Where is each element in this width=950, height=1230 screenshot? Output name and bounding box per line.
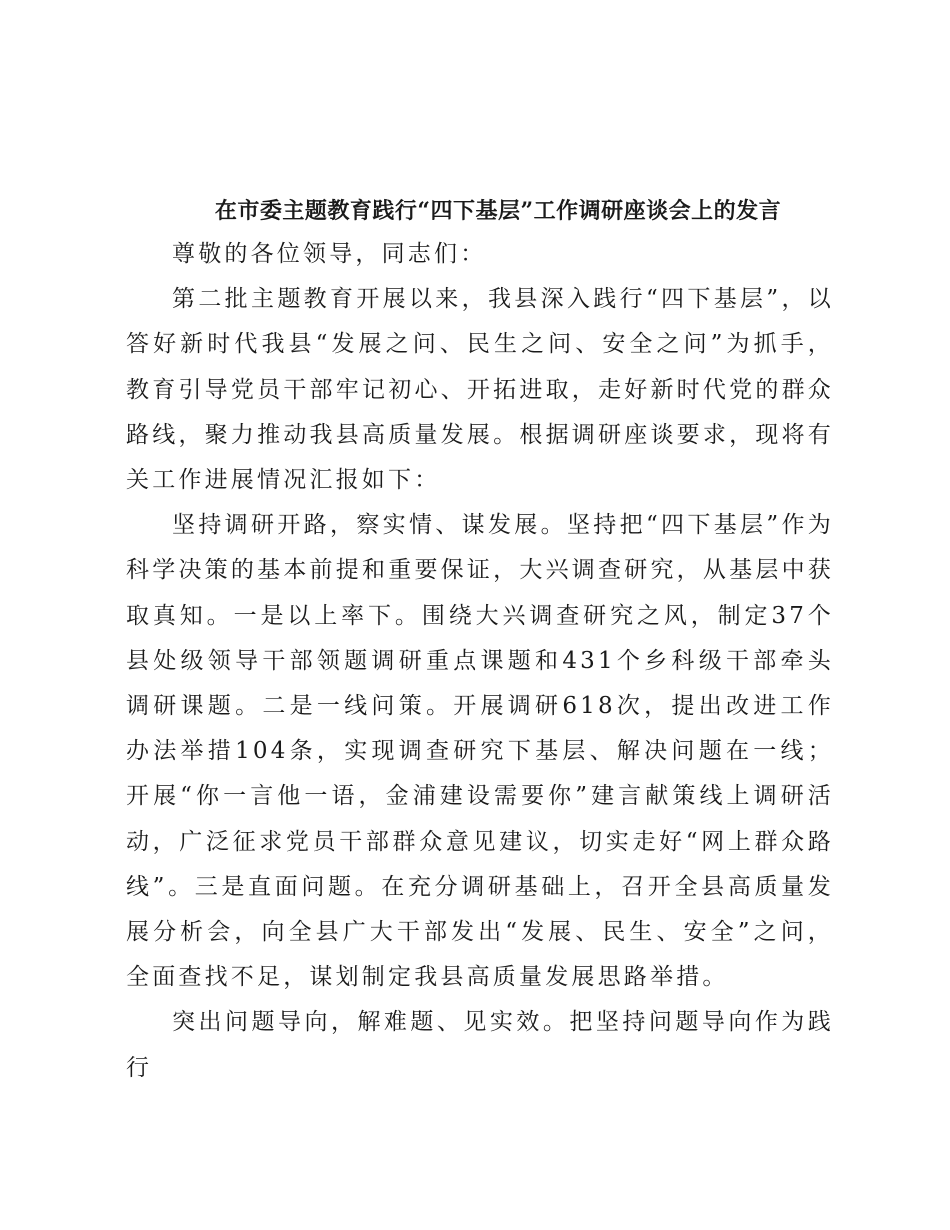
salutation: 尊敬的各位领导，同志们：	[172, 241, 487, 267]
document-title: 在市委主题教育践行“四下基层”工作调研座谈会上的发言	[214, 198, 782, 224]
paragraph-intro: 第二批主题教育开展以来，我县深入践行“四下基层”，以答好新时代我县“发展之问、民生之问、安全之问”为抓手，教育引导党员干部牢记初心、开拓进取，走好新时代党的群众路线，聚力推动我县高质量发展。根据调研座谈要求，现将有关工作进展情况汇报如下：	[126, 286, 834, 494]
paragraph-research: 坚持调研开路，察实情、谋发展。坚持把“四下基层”作为科学决策的基本前提和重要保证，大兴调查研究，从基层中获取真知。一是以上率下。围绕大兴调查研究之风，制定37个县处级领导干部领题调研重点课题和431个乡科级干部牵头调研课题。二是一线问策。开展调研618次，提出改进工作办法举措104条，实现调查研究下基层、解决问题在一线；开展“你一言他一语，金浦建设需要你”建言献策线上调研活动，广泛征求党员干部群众意见建议，切实走好“网上群众路线”。三是直面问题。在充分调研基础上，召开全县高质量发展分析会，向全县广大干部发出“发展、民生、安全”之问，全面查找不足，谋划制定我县高质量发展思路举措。	[126, 512, 834, 991]
paragraph-problem-orientation: 突出问题导向，解难题、见实效。把坚持问题导向作为践行	[126, 1009, 834, 1081]
document-page	[126, 192, 834, 1091]
